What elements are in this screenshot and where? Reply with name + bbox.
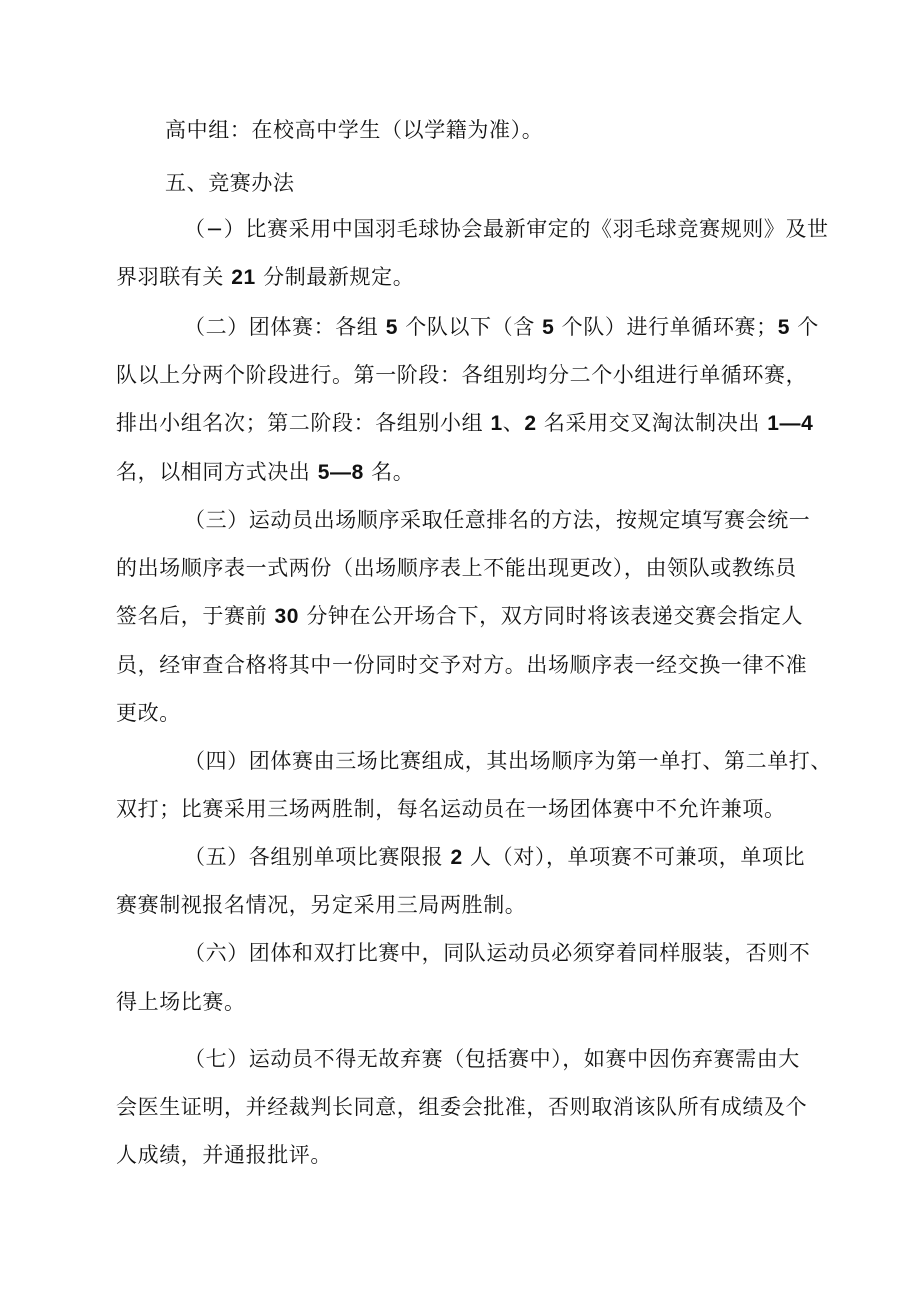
text-line: 队以上分两个阶段进行。第一阶段：各组别均分二个小组进行单循环赛， [116,363,808,387]
text-line: 更改。 [116,701,181,725]
text-line: （六）团体和双打比赛中，同队运动员必须穿着同样服装，否则不 [184,941,811,965]
text-line: 得上场比赛。 [116,990,246,1014]
text-line: （四）团体赛由三场比赛组成，其出场顺序为第一单打、第二单打、 [184,749,832,773]
text-line: 的出场顺序表一式两份（出场顺序表上不能出现更改），由领队或教练员 [116,556,797,580]
text-line: （五）各组别单项比赛限报 2 人（对），单项赛不可兼项，单项比 [184,845,806,869]
text-line: 名，以相同方式决出 5—8 名。 [116,460,415,484]
text-line: （七）运动员不得无故弃赛（包括赛中），如赛中因伤弃赛需由大 [184,1047,800,1071]
text-line: 人成绩，并通报批评。 [116,1143,332,1167]
text-line: 签名后，于赛前 30 分钟在公开场合下，双方同时将该表递交赛会指定人 [116,604,804,628]
text-line: 高中组：在校高中学生（以学籍为准）。 [165,118,544,142]
section-heading: 五、竞赛办法 [165,171,295,195]
text-line: 赛赛制视报名情况，另定采用三局两胜制。 [116,893,527,917]
text-line: （二）团体赛：各组 5 个队以下（含 5 个队）进行单循环赛；5 个 [184,315,819,339]
text-line: 双打；比赛采用三场两胜制，每名运动员在一场团体赛中不允许兼项。 [116,797,786,821]
text-line: 会医生证明，并经裁判长同意，组委会批准，否则取消该队所有成绩及个 [116,1095,808,1119]
text-line: 界羽联有关 21 分制最新规定。 [116,265,415,289]
text-line: （三）运动员出场顺序采取任意排名的方法，按规定填写赛会统一 [184,508,811,532]
text-line: 员，经审查合格将其中一份同时交予对方。出场顺序表一经交换一律不准 [116,653,808,677]
text-line: 排出小组名次；第二阶段：各组别小组 1、2 名采用交叉淘汰制决出 1—4 [116,411,814,435]
text-line: （−）比赛采用中国羽毛球协会最新审定的《羽毛球竞赛规则》及世 [184,217,829,241]
